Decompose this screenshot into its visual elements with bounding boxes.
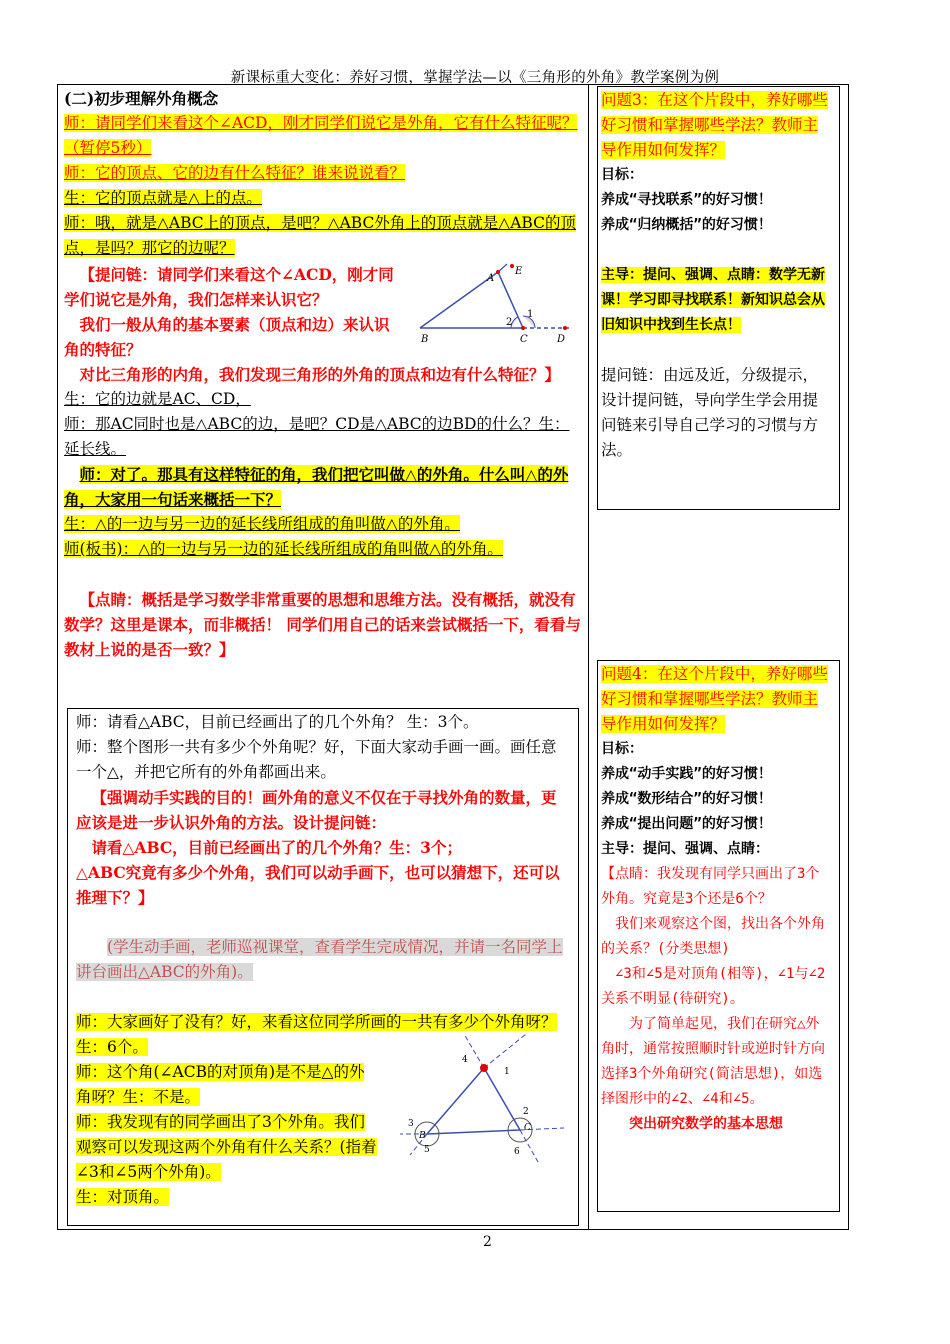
figure-triangle-abc	[405, 262, 585, 352]
label-a: A	[487, 273, 495, 284]
box2-content-lower	[76, 1060, 378, 1210]
q4-goal-3: 养成“提出问题”的好习惯！	[601, 816, 772, 832]
left-column-middle	[64, 362, 582, 662]
document-title: 新课标重大变化：养好习惯，掌握学法—以《三角形的外角》教学案例为例	[230, 70, 720, 86]
label-angle-1: 1	[527, 309, 534, 320]
box2-line-1: 师：请看△ABC，目前已经画出了的几个外角？ 生：3个。	[76, 713, 479, 731]
figure-triangle-exterior-angles	[392, 1030, 572, 1170]
fig2-label-b: B	[419, 1131, 426, 1141]
question-3-content	[601, 88, 833, 463]
teacher-line-3: 师：哦，就是△ABC上的顶点，是吧？△ABC外角上的顶点就是△ABC的顶点，是吗？那它的边呢？	[64, 214, 576, 257]
box2-teacher-1: 师：大家画好了没有？好，来看这位同学所画的一共有多少个外角呀？生：6个。	[76, 1013, 557, 1056]
box2-teacher-2: 师：这个角(∠ACB的对顶角)是不是△的外角呀？生：不是。	[76, 1063, 365, 1106]
teacher-line-6: 师(板书)：△的一边与另一边的延长线所组成的角叫做△的外角。	[64, 540, 503, 558]
label-e: E	[515, 266, 523, 277]
page-number: 2	[483, 1234, 492, 1250]
student-line-1: 生：它的顶点就是△上的点。	[64, 189, 262, 207]
q4-point-3: ∠3和∠5是对顶角(相等)，∠1与∠2关系不明显(待研究)。	[601, 966, 826, 1007]
q4-lead: 主导：提问、强调、点睛：	[601, 841, 769, 857]
label-c: C	[520, 334, 528, 345]
fig2-label-c: C	[524, 1123, 531, 1133]
q4-point-5: 突出研究数学的基本思想	[629, 1116, 783, 1132]
box2-teacher-3: 师：我发现有的同学画出了3个外角。我们观察可以发现这两个外角有什么关系？(指着∠3和∠5两个外角)。	[76, 1113, 377, 1181]
q4-point-2: 我们来观察这个图，找出各个外角的关系？(分类思想)	[601, 916, 825, 957]
label-d: D	[557, 334, 566, 345]
q3-chain: 提问链：由远及近，分级提示，设计提问链，导向学生学会用提问链来引导自己学习的习惯与方法。	[601, 366, 819, 459]
fig2-label-3: 3	[408, 1119, 414, 1129]
box2-red-2: 请看△ABC，目前已经画出了的几个外角？生：3个；	[91, 838, 462, 857]
student-line-2: 生：它的边就是AC、CD，	[64, 390, 251, 408]
fig2-label-1: 1	[504, 1067, 510, 1077]
box2-red-1: 【强调动手实践的目的！画外角的意义不仅在于寻找外角的数量，更应该是进一步认识外角的方法。设计提问链：	[76, 788, 557, 832]
label-b: B	[421, 334, 429, 345]
q3-lead: 主导：提问、强调、点睛：数学无新课！学习即寻找联系！新知识总会从旧知识中找到生长点！	[601, 267, 825, 333]
q4-goal-1: 养成“动手实践”的好习惯！	[601, 766, 772, 782]
question-4-content	[601, 662, 833, 1137]
q4-goal-2: 养成“数形结合”的好习惯！	[601, 791, 772, 807]
box2-student: 生：对顶角。	[76, 1188, 170, 1206]
q3-goal-2: 养成“归纳概括”的好习惯！	[601, 217, 772, 233]
q3-title: 问题3：在这个片段中，养好哪些好习惯和掌握哪些学法？教师主导作用如何发挥？	[601, 91, 828, 159]
q3-goal-1: 养成“寻找联系”的好习惯！	[601, 192, 772, 208]
point-note: 【点睛：概括是学习数学非常重要的思想和思维方法。没有概括，就没有数学？这里是课本，而非概括！ 同学们用自己的话来尝试概括一下，看看与教材上说的是否一致？】	[64, 590, 581, 659]
question-chain-1: 【提问链：请同学们来看这个∠ACD，刚才同学们说它是外角，我们怎样来认识它？ 我们一般从角的基本要素（顶点和边）来认识角的特征？	[64, 265, 394, 359]
fig2-label-6: 6	[514, 1147, 520, 1157]
box2-content	[76, 710, 570, 1060]
label-angle-2: 2	[506, 317, 513, 328]
teacher-line-5: 师：对了。那具有这样特征的角，我们把它叫做△的外角。什么叫△的外角，大家用一句话来概括一下？	[64, 465, 569, 509]
fig2-label-2: 2	[523, 1107, 529, 1117]
q4-title: 问题4：在这个片段中，养好哪些好习惯和掌握哪些学法？教师主导作用如何发挥？	[601, 665, 828, 733]
teacher-line-2: 师：它的顶点、它的边有什么特征？谁来说说看？	[64, 164, 406, 182]
box2-line-2: 师：整个图形一共有多少个外角呢？好，下面大家动手画一画。画任意一个△，并把它所有的外角都画出来。	[76, 738, 557, 781]
q4-point-1: 【点睛：我发现有同学只画出了3个外角。究竟是3个还是6个？	[601, 866, 820, 907]
q4-goal-label: 目标：	[601, 741, 643, 757]
box2-gray-note: (学生动手画，老师巡视课堂，查看学生完成情况，并请一名同学上讲台画出△ABC的外角)。	[76, 938, 563, 981]
fig2-label-5: 5	[424, 1145, 430, 1155]
teacher-line-4: 师：那AC同时也是△ABC的边，是吧？CD是△ABC的边BD的什么？生：延长线。	[64, 415, 570, 458]
column-divider	[588, 84, 589, 1230]
box2-red-3: △ABC究竟有多少个外角，我们可以动手画下，也可以猜想下，还可以推理下？】	[76, 863, 560, 907]
teacher-line-1: 师：请同学们来看这个∠ACD，刚才同学们说它是外角，它有什么特征呢？（暂停5秒）	[64, 114, 578, 157]
question-chain-3: 对比三角形的内角，我们发现三角形的外角的顶点和边有什么特征？】	[79, 365, 561, 384]
section-title: (二)初步理解外角概念	[64, 89, 219, 108]
student-line-3: 生：△的一边与另一边的延长线所组成的角叫做△的外角。	[64, 515, 460, 533]
left-column-upper	[64, 86, 582, 261]
q4-point-4: 为了简单起见，我们在研究△外角时，通常按照顺时针或逆时针方向选择3个外角研究(简洁思想)，如选择图形中的∠2、∠4和∠5。	[601, 1016, 825, 1107]
fig2-label-4: 4	[462, 1055, 468, 1065]
q3-goal-label: 目标：	[601, 167, 643, 183]
